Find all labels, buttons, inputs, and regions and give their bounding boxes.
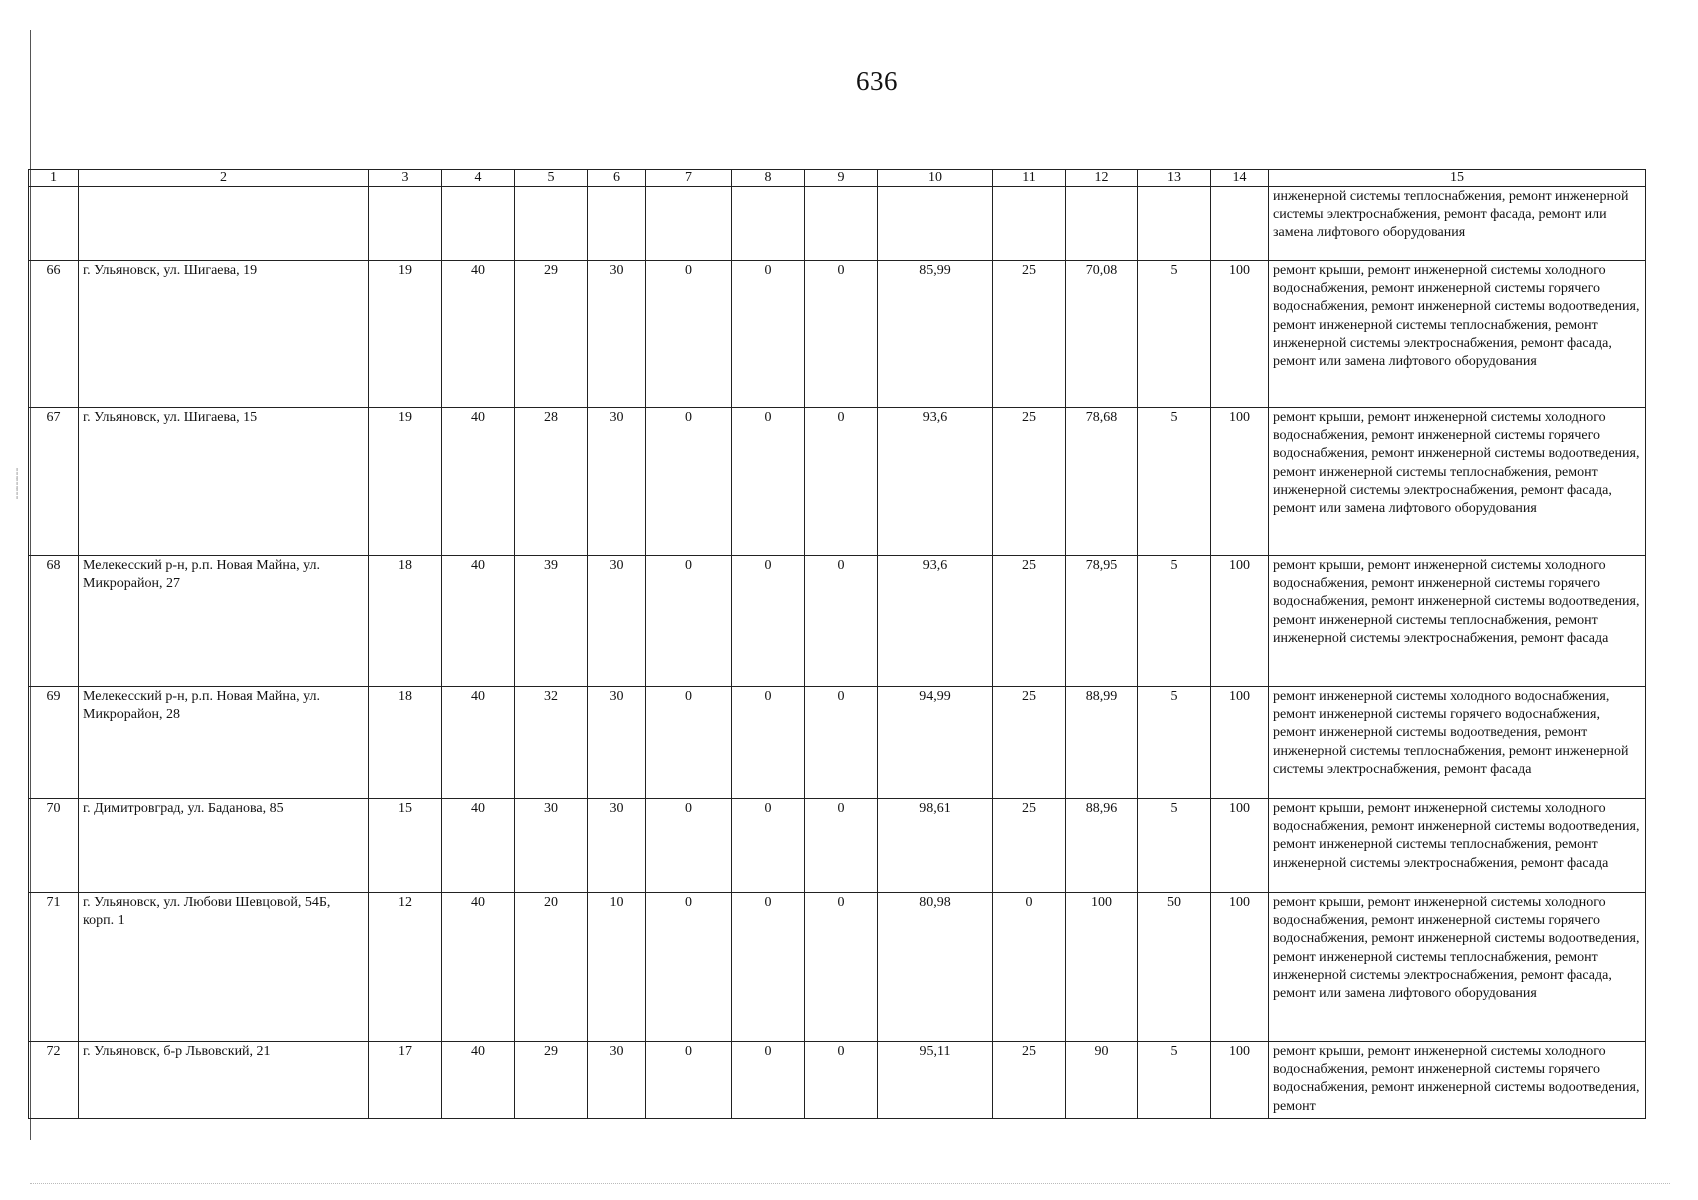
column-header: 5 <box>515 170 588 187</box>
value-cell: 0 <box>646 1042 732 1119</box>
value-cell: 0 <box>646 408 732 556</box>
value-cell: 30 <box>588 261 646 408</box>
column-header: 9 <box>805 170 878 187</box>
value-cell: 30 <box>515 799 588 893</box>
value-cell: 25 <box>993 687 1066 799</box>
value-cell: 28 <box>515 408 588 556</box>
address-cell: г. Ульяновск, б-р Львовский, 21 <box>79 1042 369 1119</box>
value-cell: 0 <box>805 556 878 687</box>
row-number: 69 <box>29 687 79 799</box>
value-cell: 10 <box>588 893 646 1042</box>
value-cell: 0 <box>732 893 805 1042</box>
scan-bottom-edge-marks <box>30 1183 1670 1188</box>
value-cell: 19 <box>369 261 442 408</box>
address-cell: г. Ульяновск, ул. Шигаева, 15 <box>79 408 369 556</box>
column-header: 10 <box>878 170 993 187</box>
column-header: 4 <box>442 170 515 187</box>
value-cell: 88,96 <box>1066 799 1138 893</box>
value-cell: 0 <box>732 261 805 408</box>
value-cell: 5 <box>1138 408 1211 556</box>
value-cell: 39 <box>515 556 588 687</box>
value-cell: 0 <box>805 687 878 799</box>
column-number-header-row <box>29 170 1646 187</box>
value-cell: 29 <box>515 1042 588 1119</box>
works-list-cell: ремонт крыши, ремонт инженерной системы холодного водоснабжения, ремонт инженерной системы горячего водоснабжения, ремонт инженерной системы водоотведения, ремонт инженерной системы теплоснабжения, ремонт инженерной системы электроснабжения, ремонт фасада, ремонт или замена лифтового оборудования <box>1269 893 1646 1042</box>
value-cell: 0 <box>732 408 805 556</box>
value-cell: 0 <box>805 799 878 893</box>
value-cell: 30 <box>588 687 646 799</box>
value-cell: 0 <box>646 556 732 687</box>
scan-margin-marks: ┆ ┆ ┆ <box>14 469 21 500</box>
value-cell: 0 <box>805 261 878 408</box>
column-header: 3 <box>369 170 442 187</box>
value-cell: 100 <box>1211 408 1269 556</box>
value-cell: 18 <box>369 556 442 687</box>
value-cell: 98,61 <box>878 799 993 893</box>
value-cell: 93,6 <box>878 556 993 687</box>
value-cell: 40 <box>442 408 515 556</box>
value-cell: 93,6 <box>878 408 993 556</box>
table-row <box>29 261 1646 408</box>
value-cell: 20 <box>515 893 588 1042</box>
value-cell: 40 <box>442 893 515 1042</box>
column-header: 8 <box>732 170 805 187</box>
value-cell: 0 <box>646 893 732 1042</box>
value-cell: 30 <box>588 556 646 687</box>
row-number: 66 <box>29 261 79 408</box>
row-number: 70 <box>29 799 79 893</box>
value-cell: 17 <box>369 1042 442 1119</box>
address-cell: Мелекесский р-н, р.п. Новая Майна, ул. Микрорайон, 28 <box>79 687 369 799</box>
table-row-continuation <box>29 187 1646 261</box>
value-cell: 12 <box>369 893 442 1042</box>
value-cell: 100 <box>1211 799 1269 893</box>
value-cell: 25 <box>993 408 1066 556</box>
value-cell: 30 <box>588 799 646 893</box>
column-header: 14 <box>1211 170 1269 187</box>
works-list-cell: ремонт крыши, ремонт инженерной системы холодного водоснабжения, ремонт инженерной системы горячего водоснабжения, ремонт инженерной системы водоотведения, ремонт инженерной системы теплоснабжения, ремонт инженерной системы электроснабжения, ремонт фасада <box>1269 556 1646 687</box>
value-cell: 0 <box>646 687 732 799</box>
column-header: 11 <box>993 170 1066 187</box>
value-cell: 30 <box>588 1042 646 1119</box>
value-cell: 0 <box>646 799 732 893</box>
value-cell: 5 <box>1138 1042 1211 1119</box>
value-cell: 100 <box>1066 893 1138 1042</box>
value-cell: 32 <box>515 687 588 799</box>
table-row <box>29 687 1646 799</box>
value-cell: 25 <box>993 1042 1066 1119</box>
value-cell: 0 <box>646 261 732 408</box>
value-cell: 0 <box>993 893 1066 1042</box>
table-row <box>29 799 1646 893</box>
table-row <box>29 1042 1646 1119</box>
column-header: 1 <box>29 170 79 187</box>
value-cell: 0 <box>805 408 878 556</box>
value-cell: 40 <box>442 799 515 893</box>
row-number: 67 <box>29 408 79 556</box>
value-cell: 5 <box>1138 687 1211 799</box>
value-cell: 0 <box>805 1042 878 1119</box>
column-header: 12 <box>1066 170 1138 187</box>
works-list-cell: ремонт крыши, ремонт инженерной системы холодного водоснабжения, ремонт инженерной системы водоотведения, ремонт инженерной системы теплоснабжения, ремонт инженерной системы электроснабжения, ремонт фасада <box>1269 799 1646 893</box>
value-cell: 78,95 <box>1066 556 1138 687</box>
value-cell: 90 <box>1066 1042 1138 1119</box>
value-cell: 0 <box>732 556 805 687</box>
column-header: 13 <box>1138 170 1211 187</box>
value-cell: 5 <box>1138 556 1211 687</box>
works-list-cell: ремонт крыши, ремонт инженерной системы холодного водоснабжения, ремонт инженерной системы горячего водоснабжения, ремонт инженерной системы водоотведения, ремонт инженерной системы теплоснабжения, ремонт инженерной системы электроснабжения, ремонт фасада, ремонт или замена лифтового оборудования <box>1269 408 1646 556</box>
value-cell: 100 <box>1211 556 1269 687</box>
address-cell: г. Димитровград, ул. Баданова, 85 <box>79 799 369 893</box>
value-cell: 85,99 <box>878 261 993 408</box>
value-cell: 0 <box>805 893 878 1042</box>
value-cell: 100 <box>1211 687 1269 799</box>
address-cell: г. Ульяновск, ул. Шигаева, 19 <box>79 261 369 408</box>
value-cell: 100 <box>1211 261 1269 408</box>
value-cell: 40 <box>442 261 515 408</box>
works-list-cell: инженерной системы теплоснабжения, ремонт инженерной системы электроснабжения, ремонт фасада, ремонт или замена лифтового оборудования <box>1269 187 1646 261</box>
column-header: 15 <box>1269 170 1646 187</box>
table-row <box>29 893 1646 1042</box>
value-cell: 50 <box>1138 893 1211 1042</box>
value-cell: 80,98 <box>878 893 993 1042</box>
table-row <box>29 556 1646 687</box>
column-header: 6 <box>588 170 646 187</box>
value-cell: 18 <box>369 687 442 799</box>
value-cell: 15 <box>369 799 442 893</box>
value-cell: 29 <box>515 261 588 408</box>
value-cell: 70,08 <box>1066 261 1138 408</box>
value-cell: 30 <box>588 408 646 556</box>
value-cell: 78,68 <box>1066 408 1138 556</box>
value-cell: 88,99 <box>1066 687 1138 799</box>
value-cell: 19 <box>369 408 442 556</box>
value-cell: 40 <box>442 687 515 799</box>
works-list-cell: ремонт инженерной системы холодного водоснабжения, ремонт инженерной системы горячего водоснабжения, ремонт инженерной системы водоотведения, ремонт инженерной системы теплоснабжения, ремонт инженерной системы электроснабжения, ремонт фасада <box>1269 687 1646 799</box>
row-number: 72 <box>29 1042 79 1119</box>
works-list-cell: ремонт крыши, ремонт инженерной системы холодного водоснабжения, ремонт инженерной системы горячего водоснабжения, ремонт инженерной системы водоотведения, ремонт инженерной системы теплоснабжения, ремонт инженерной системы электроснабжения, ремонт фасада, ремонт или замена лифтового оборудования <box>1269 261 1646 408</box>
value-cell: 0 <box>732 799 805 893</box>
table-row <box>29 408 1646 556</box>
value-cell: 5 <box>1138 261 1211 408</box>
value-cell: 40 <box>442 1042 515 1119</box>
value-cell: 100 <box>1211 1042 1269 1119</box>
value-cell: 40 <box>442 556 515 687</box>
value-cell: 0 <box>732 1042 805 1119</box>
value-cell: 100 <box>1211 893 1269 1042</box>
value-cell: 0 <box>732 687 805 799</box>
value-cell: 25 <box>993 556 1066 687</box>
page-number: 636 <box>856 66 898 96</box>
column-header: 7 <box>646 170 732 187</box>
value-cell: 95,11 <box>878 1042 993 1119</box>
column-header: 2 <box>79 170 369 187</box>
value-cell: 94,99 <box>878 687 993 799</box>
works-list-cell: ремонт крыши, ремонт инженерной системы холодного водоснабжения, ремонт инженерной системы горячего водоснабжения, ремонт инженерной системы водоотведения, ремонт <box>1269 1042 1646 1119</box>
value-cell: 25 <box>993 261 1066 408</box>
address-cell: г. Ульяновск, ул. Любови Шевцовой, 54Б, корп. 1 <box>79 893 369 1042</box>
buildings-repair-table <box>28 169 1646 1119</box>
address-cell: Мелекесский р-н, р.п. Новая Майна, ул. Микрорайон, 27 <box>79 556 369 687</box>
row-number: 68 <box>29 556 79 687</box>
row-number: 71 <box>29 893 79 1042</box>
value-cell: 25 <box>993 799 1066 893</box>
value-cell: 5 <box>1138 799 1211 893</box>
